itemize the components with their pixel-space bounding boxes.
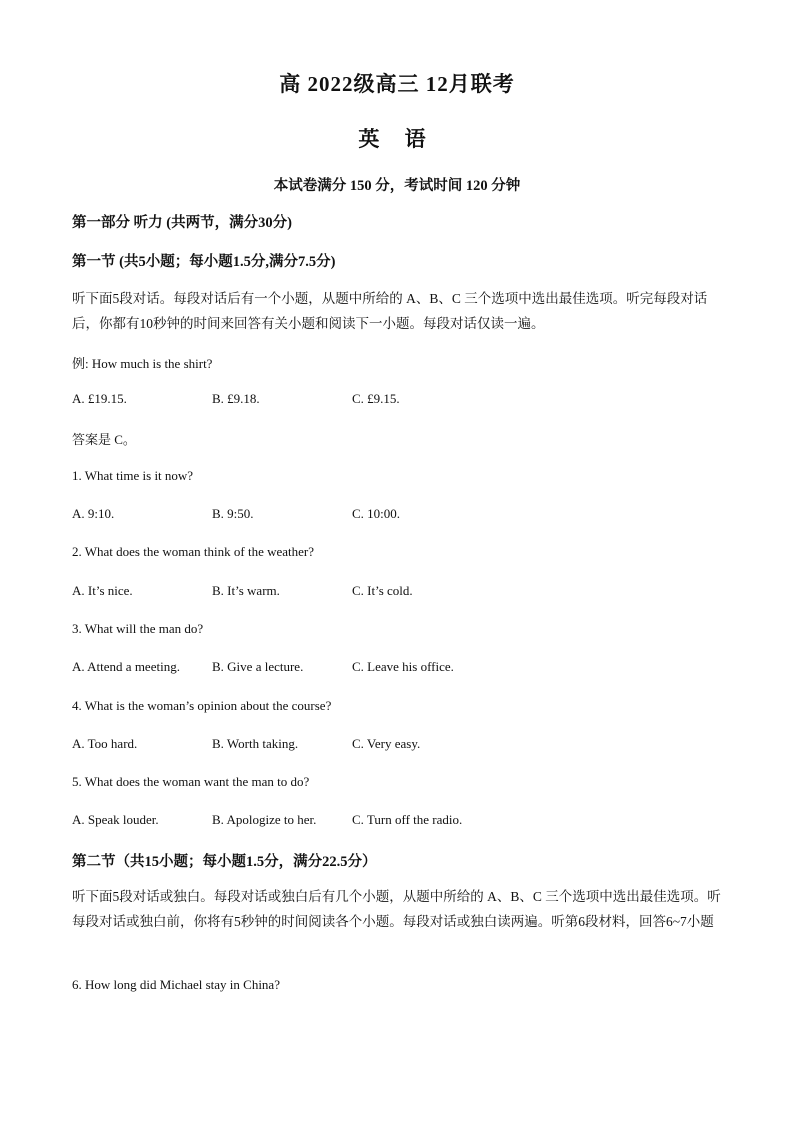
question-1-option-b: B. 9:50. [212,506,254,521]
question-3-option-a: A. Attend a meeting. [72,659,180,674]
question-6: 6. How long did Michael stay in China? [72,977,280,992]
question-1-option-c: C. 10:00. [352,506,401,521]
question-2-option-c: C. It’s cold. [352,583,413,598]
question-4-option-c: C. Very easy. [352,736,421,751]
question-2: 2. What does the woman think of the weather? [72,544,314,559]
question-2-option-a: A. It’s nice. [72,583,133,598]
subject-title: 英 语 [358,127,436,151]
question-1: 1. What time is it now? [72,468,194,483]
part1-heading: 第一部分 听力 (共两节，满分30分) [72,215,292,231]
section2-heading: 第二节（共15小题；每小题1.5分，满分22.5分） [72,854,377,870]
question-4-option-b: B. Worth taking. [212,736,299,751]
example-question: 例: How much is the shirt? [72,356,213,371]
question-3: 3. What will the man do? [72,621,204,636]
question-5-option-a: A. Speak louder. [72,812,159,827]
question-5-option-b: B. Apologize to her. [212,812,317,827]
example-option-a: A. £19.15. [72,391,127,406]
exam-title: 高 2022级高三 12月联考 [279,72,515,96]
exam-info: 本试卷满分 150 分，考试时间 120 分钟 [273,178,521,194]
section1-instructions: 听下面5段对话。每段对话后有一个小题，从题中所给的 A、B、C 三个选项中选出最佳选项。听完每段对话后，你都有10秒钟的时间来回答有关小题和阅读下一小题。每段对话仅读一遍。 [72,291,708,331]
question-5: 5. What does the woman want the man to do? [72,774,310,789]
section2-instructions: 听下面5段对话或独白。每段对话或独白后有几个小题，从题中所给的 A、B、C 三个选项中选出最佳选项。听每段对话或独白前，你将有5秒钟的时间阅读各个小题。每段对话或独白读两遍。听第6段材料，回答6~7小题 [72,889,721,929]
question-4: 4. What is the woman’s opinion about the course? [72,698,332,713]
example-option-c: C. £9.15. [352,391,400,406]
question-1-option-a: A. 9:10. [72,506,115,521]
example-answer: 答案是 C。 [72,432,136,447]
question-4-option-a: A. Too hard. [72,736,138,751]
question-3-option-c: C. Leave his office. [352,659,454,674]
question-3-option-b: B. Give a lecture. [212,659,304,674]
question-5-option-c: C. Turn off the radio. [352,812,463,827]
question-2-option-b: B. It’s warm. [212,583,280,598]
section1-heading: 第一节 (共5小题；每小题1.5分,满分7.5分) [72,254,336,270]
example-option-b: B. £9.18. [212,391,260,406]
